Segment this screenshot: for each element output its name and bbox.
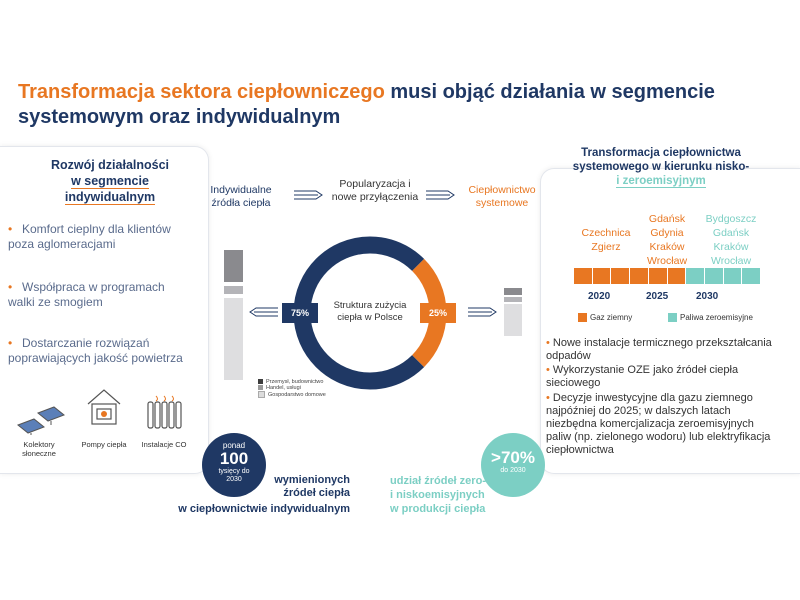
solar-panel-label: Kolektory słoneczne <box>22 440 56 458</box>
double-arrow-right-icon <box>424 186 458 204</box>
stat-value: >70% <box>491 448 535 467</box>
double-arrow-right-icon <box>466 304 498 320</box>
city-name: Gdańsk <box>648 213 686 225</box>
stat-suffix: do 2030 <box>500 467 526 474</box>
left-panel-heading <box>30 157 190 205</box>
year-label: 2030 <box>696 291 719 302</box>
solar-panel-icon <box>14 395 66 435</box>
cities-2020 <box>574 226 638 254</box>
left-bullet-text: Dostarczanie rozwiązań poprawiających jakość powietrza <box>8 336 183 365</box>
legend-swatch <box>258 379 263 384</box>
legend-swatch <box>578 313 587 322</box>
legend-zero <box>668 313 753 322</box>
legend-label: Gospodarstwo domowe <box>268 391 326 398</box>
timeline-zero-segment <box>705 268 724 284</box>
right-bullet: • Wykorzystanie OZE jako źródeł ciepła sieciowego <box>546 364 739 389</box>
left-bullet: • Komfort cieplny dla klientów poza aglomeracjami <box>8 222 171 251</box>
timeline-gas-segment <box>574 268 593 284</box>
city-name: Gdańsk <box>712 227 750 239</box>
city-name: Kraków <box>649 241 685 253</box>
left-bullet: • Dostarczanie rozwiązań poprawiających jakość powietrza <box>8 336 183 365</box>
city-name: Kraków <box>713 241 749 253</box>
heat-pump-label: Pompy ciepła <box>81 440 127 449</box>
timeline-gas-segment <box>593 268 612 284</box>
left-bullet-text: Współpraca w programach walki ze smogiem <box>8 280 165 309</box>
stack-segment-trade <box>504 297 522 302</box>
city-name: Wrocław <box>646 255 688 267</box>
left-heading-line2: w segmencie indywidualnym <box>64 174 156 204</box>
city-name: Zgierz <box>591 241 621 253</box>
stat-100k-description <box>240 474 350 500</box>
timeline-gas-segment <box>611 268 630 284</box>
page-title <box>18 80 718 130</box>
right-panel-heading <box>556 146 766 188</box>
pct-system-badge: 25% <box>420 303 456 323</box>
year-label: 2020 <box>588 291 611 302</box>
right-bullet: • Decyzje inwestycyjne dla gazu ziemnego najpóźniej do 2025; w dalszych latach niezbędna komercjalizacja zeroemisyjnych paliw (np. zielonego wodoru) lub elektryfikacja ciepłownictwa <box>546 392 771 456</box>
timeline-gas-segment <box>630 268 649 284</box>
legend-item <box>258 391 326 398</box>
right-heading-line3: i zeroemisyjnym <box>616 175 706 187</box>
left-bullet-text: Komfort cieplny dla klientów poza aglomeracjami <box>8 222 171 251</box>
year-label: 2025 <box>646 291 669 302</box>
left-bullet: • Współpraca w programach walki ze smogiem <box>8 280 165 309</box>
ring-center-label: Struktura zużycia ciepła w Polsce <box>333 300 407 323</box>
stack-segment-industry <box>224 250 243 282</box>
left-heading-line1: Rozwój działalności <box>50 158 170 172</box>
city-name: Czechnica <box>581 227 631 239</box>
stat-100k-description-line3: w ciepłownictwie indywidualnym <box>178 503 350 515</box>
city-name: Bydgoszcz <box>705 213 757 225</box>
ring-legend <box>258 379 326 398</box>
legend-gas <box>578 313 632 322</box>
stat-value: 100 <box>219 449 249 468</box>
timeline-zero-segment <box>724 268 743 284</box>
legend-swatch <box>258 385 263 390</box>
legend-swatch <box>258 391 265 398</box>
double-arrow-right-icon <box>292 186 326 204</box>
stat-desc-line: udział źródeł zero- <box>390 475 486 487</box>
stack-segment-trade <box>224 286 243 294</box>
timeline-zero-segment <box>742 268 760 284</box>
legend-label: Gaz ziemny <box>590 313 633 322</box>
stat-prefix: ponad <box>222 441 246 450</box>
stat-desc-line: w produkcji ciepła <box>390 503 486 515</box>
city-name: Wrocław <box>710 255 752 267</box>
heat-pump-icon <box>84 386 124 432</box>
radiator-icon <box>144 394 186 432</box>
right-heading-line1: Transformacja ciepłownictwa <box>581 147 741 159</box>
cities-2025 <box>632 212 702 268</box>
stack-segment-household <box>504 304 522 336</box>
timeline-bar <box>574 268 760 284</box>
individual-sources-label: Indywidualne źródła ciepła <box>210 184 272 209</box>
radiator-label: Instalacje CO <box>141 440 187 449</box>
system-heating-label: Ciepłownictwo systemowe <box>468 184 536 209</box>
right-bullet-text: Wykorzystanie OZE jako źródeł ciepła sieciowego <box>546 364 739 389</box>
legend-label: Handel, usługi <box>266 385 301 391</box>
right-bullet: • Nowe instalacje termicznego przekształcania odpadów <box>546 337 772 362</box>
timeline-zero-segment <box>686 268 705 284</box>
legend-swatch <box>668 313 677 322</box>
right-bullet-text: Decyzje inwestycyjne dla gazu ziemnego najpóźniej do 2025; w dalszych latach niezbędna komercjalizacja zeroemisyjnych paliw (np. zielonego wodoru) lub elektryfikacja ciepłownictwa <box>546 392 771 456</box>
stat-desc-line: wymienionych <box>274 474 350 486</box>
stack-segment-industry <box>504 288 522 295</box>
stat-desc-line: i niskoemisyjnych <box>390 489 485 501</box>
popularization-label: Popularyzacja i nowe przyłączenia <box>331 178 419 203</box>
stat-70pct-description <box>390 474 500 516</box>
timeline-gas-segment <box>649 268 668 284</box>
timeline-gas-segment <box>668 268 687 284</box>
double-arrow-left-icon <box>248 304 280 320</box>
legend-label: Przemysł, budownictwo <box>266 379 324 385</box>
legend-label: Paliwa zeroemisyjne <box>680 313 753 322</box>
title-accent: Transformacja sektora ciepłowniczego <box>18 81 385 103</box>
right-bullet-text: Nowe instalacje termicznego przekształcania odpadów <box>546 337 772 362</box>
stat-suffix: tysięcy do 2030 <box>218 468 250 483</box>
stack-segment-household <box>224 298 243 380</box>
cities-2030 <box>696 212 766 268</box>
title-rest: musi objąć działania w segmencie systemowym oraz indywidualnym <box>18 81 715 128</box>
stat-desc-line: źródeł ciepła <box>283 487 350 499</box>
city-name: Gdynia <box>650 227 684 239</box>
pct-individual-badge: 75% <box>282 303 318 323</box>
right-heading-line2: systemowego w kierunku nisko- <box>572 161 750 173</box>
